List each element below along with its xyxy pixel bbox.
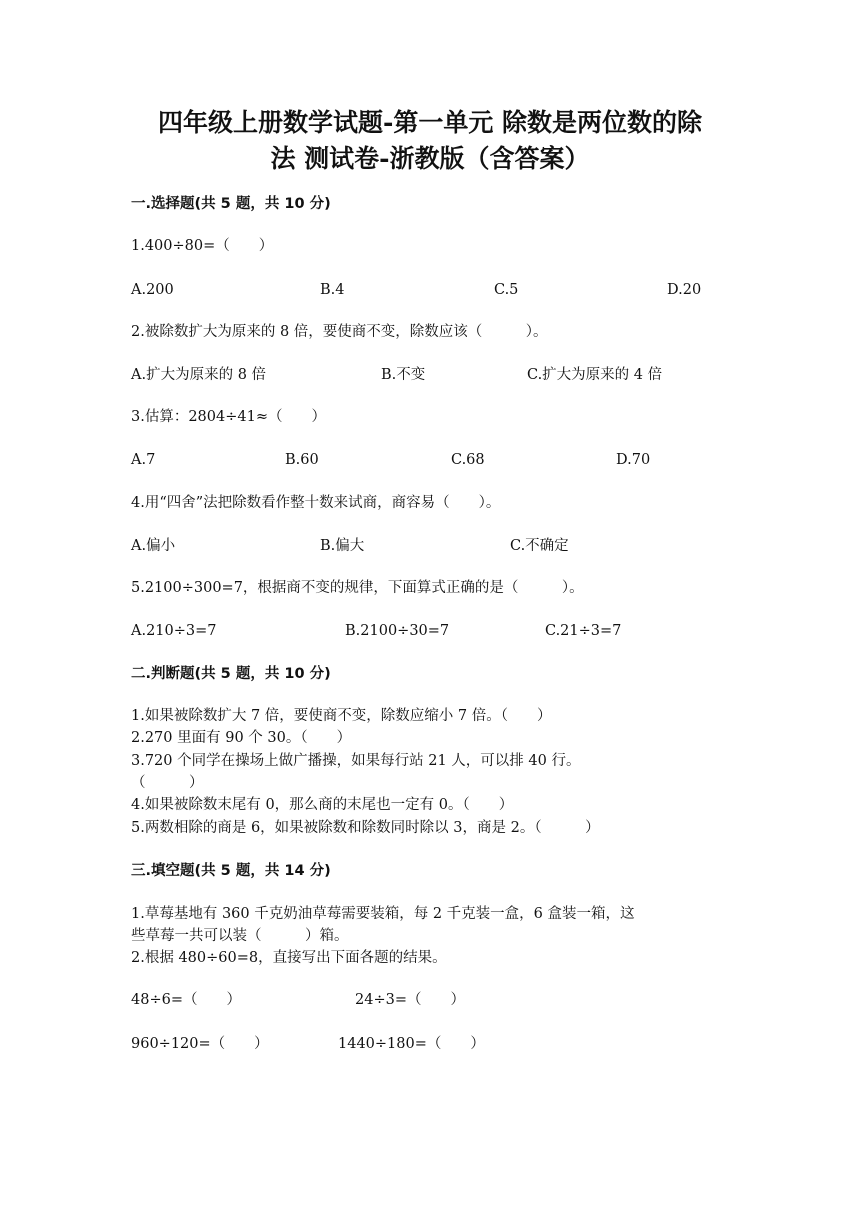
section-heading-fill: 三.填空题(共 5 题，共 14 分): [131, 863, 331, 879]
q3-option-b: B.60: [285, 452, 319, 468]
q5-option-b: B.2100÷30=7: [345, 623, 450, 639]
q4-option-c: C.不确定: [510, 538, 569, 554]
q5-option-c: C.21÷3=7: [545, 623, 622, 639]
question-4: 4.用“四舍”法把除数看作整十数来试商，商容易（ ）。: [131, 495, 501, 511]
q1-option-a: A.200: [131, 282, 174, 298]
title-line-2: 法 测试卷-浙教版（含答案）: [270, 144, 590, 173]
q2-option-c: C.扩大为原来的 4 倍: [527, 367, 663, 383]
judge-item-2: 2.270 里面有 90 个 30。（ ）: [131, 730, 352, 746]
q3-option-d: D.70: [616, 452, 651, 468]
judge-item-3: 3.720 个同学在操场上做广播操，如果每行站 21 人，可以排 40 行。: [131, 753, 581, 769]
section-heading-judge: 二.判断题(共 5 题，共 10 分): [131, 666, 331, 682]
judge-item-5: 5.两数相除的商是 6，如果被除数和除数同时除以 3，商是 2。（ ）: [131, 820, 600, 836]
q1-option-d: D.20: [667, 282, 702, 298]
judge-item-1: 1.如果被除数扩大 7 倍，要使商不变，除数应缩小 7 倍。（ ）: [131, 708, 552, 724]
calc-48-div-6: 48÷6=（ ）: [131, 992, 241, 1008]
q1-option-c: C.5: [494, 282, 519, 298]
calc-24-div-3: 24÷3=（ ）: [355, 992, 465, 1008]
q4-option-b: B.偏大: [320, 538, 365, 554]
calc-960-div-120: 960÷120=（ ）: [131, 1036, 269, 1052]
judge-item-3-blank: （ ）: [131, 775, 204, 791]
q4-option-a: A.偏小: [131, 538, 176, 554]
fill-item-1-line-1: 1.草莓基地有 360 千克奶油草莓需要装箱，每 2 千克装一盒，6 盒装一箱，这: [131, 906, 635, 922]
fill-item-1-line-2: 些草莓一共可以装（ ）箱。: [131, 928, 349, 944]
q5-option-a: A.210÷3=7: [131, 623, 217, 639]
calc-1440-div-180: 1440÷180=（ ）: [338, 1036, 485, 1052]
question-1: 1.400÷80=（ ）: [131, 238, 274, 254]
question-2: 2.被除数扩大为原来的 8 倍，要使商不变，除数应该（ ）。: [131, 324, 548, 340]
question-3: 3.估算：2804÷41≈（ ）: [131, 409, 326, 425]
q2-option-b: B.不变: [381, 367, 426, 383]
judge-item-4: 4.如果被除数末尾有 0，那么商的末尾也一定有 0。（ ）: [131, 797, 514, 813]
question-5: 5.2100÷300=7，根据商不变的规律，下面算式正确的是（ ）。: [131, 580, 584, 596]
title-line-1: 四年级上册数学试题-第一单元 除数是两位数的除: [157, 108, 703, 137]
q3-option-c: C.68: [451, 452, 485, 468]
q3-option-a: A.7: [131, 452, 156, 468]
section-heading-choice: 一.选择题(共 5 题，共 10 分): [131, 196, 331, 212]
q1-option-b: B.4: [320, 282, 345, 298]
fill-item-2: 2.根据 480÷60=8，直接写出下面各题的结果。: [131, 950, 447, 966]
q2-option-a: A.扩大为原来的 8 倍: [131, 367, 267, 383]
